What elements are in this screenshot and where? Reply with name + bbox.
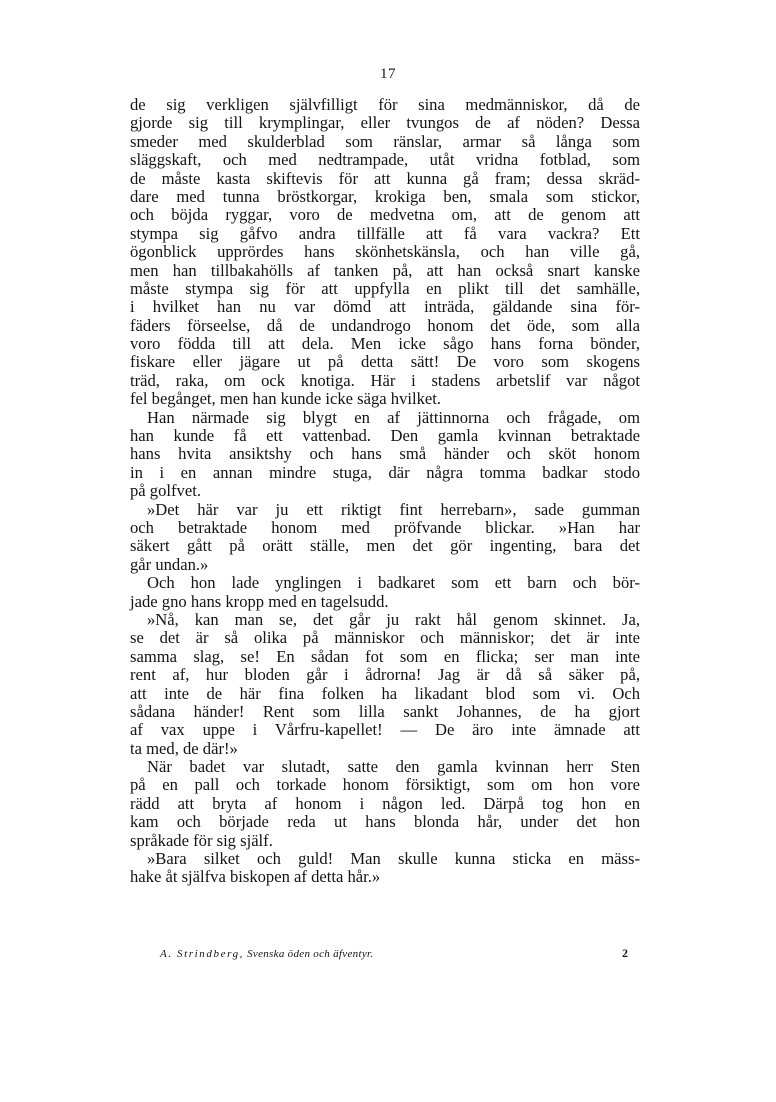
text-line: på golfvet.	[130, 481, 201, 501]
text-line: hake åt själfva biskopen af detta hår.»	[130, 867, 381, 887]
text-line: rädd att bryta af honom i någon led. Därpå tog hon en	[130, 793, 640, 813]
text-line: att inte de här fina folken ha likadant blod som vi. Och	[130, 683, 640, 703]
text-line: in i en annan mindre stuga, där några tomma badkar stodo	[130, 462, 640, 482]
text-line: språkade för sig själf.	[130, 830, 273, 850]
text-line: och böjda ryggar, voro de medvetna om, att de genom att	[130, 205, 640, 225]
footer-book-title: Svenska öden och äfventyr.	[247, 948, 374, 960]
text-line: »Det här var ju ett riktigt fint herrebarn», sade gumman	[147, 499, 640, 519]
text-line: men han tillbakahölls af tanken på, att han också snart kanske	[130, 260, 640, 280]
text-line: smeder med skulderblad som ränslar, armar så långa som	[130, 131, 640, 151]
text-line: »Nå, kan man se, det går ju rakt hål genom skinnet. Ja,	[147, 609, 640, 629]
text-line: släggskaft, och med nedtrampade, utåt vridna fotblad, som	[130, 150, 640, 170]
text-line: i hvilket han nu var dömd att inträda, gäldande sina för-	[130, 297, 640, 317]
text-line: säkert gått på orätt ställe, men det gör ingenting, bara det	[130, 536, 640, 556]
text-line: samma slag, se! En sådan fot som en flicka; ser man inte	[130, 646, 640, 666]
footer-author: A. Strindberg,	[160, 948, 245, 960]
text-line: fäders förseelse, då de undandrogo honom det öde, som alla	[130, 315, 640, 335]
text-line: går undan.»	[130, 554, 209, 574]
body-text	[130, 96, 640, 887]
text-line: fel begånget, men han kunde icke säga hvilket.	[130, 389, 442, 409]
page-number: 17	[380, 66, 396, 82]
text-line: han kunde få ett vattenbad. Den gamla kvinnan betraktade	[130, 426, 640, 446]
footer-signature	[160, 948, 373, 960]
text-line: När badet var slutadt, satte den gamla kvinnan herr Sten	[147, 757, 640, 777]
text-line: måste stympa sig för att uppfylla en plikt till det samhälle,	[130, 278, 640, 298]
text-line: af vax uppe i Vårfru-kapellet! — De äro inte ämnade att	[130, 720, 640, 740]
text-line: på en pall och torkade honom försiktigt, som om hon vore	[130, 775, 640, 795]
text-line: jade gno hans kropp med en tagelsudd.	[130, 591, 389, 611]
text-line: »Bara silket och guld! Man skulle kunna sticka en mäss-	[147, 849, 640, 869]
text-line: voro födda till att dela. Men icke sågo hans forna bönder,	[130, 334, 640, 354]
text-line: sådana händer! Rent som lilla sankt Johannes, de ha gjort	[130, 701, 640, 721]
text-line: se det är så olika på människor och människor; det är inte	[130, 628, 640, 648]
text-line: Och hon lade ynglingen i badkaret som ett barn och bör-	[147, 573, 640, 593]
signature-mark: 2	[622, 946, 628, 960]
text-line: de måste kasta skiftevis för att kunna gå fram; dessa skräd-	[130, 168, 640, 188]
text-line: och betraktade honom med pröfvande blickar. »Han har	[130, 517, 640, 537]
text-line: ta med, de där!»	[130, 738, 238, 758]
text-line: dare med tunna bröstkorgar, krokiga ben, smala som stickor,	[130, 186, 640, 206]
text-line: ögonblick upprördes hans skönhetskänsla, och han ville gå,	[130, 242, 640, 262]
text-line: stympa sig gåfvo andra tillfälle att få vara vackra? Ett	[130, 223, 640, 243]
text-line: Han närmade sig blygt en af jättinnorna och frågade, om	[147, 407, 640, 427]
text-line: gjorde sig till krymplingar, eller tvungos de af nöden? Dessa	[130, 113, 640, 133]
text-line: hans hvita ansiktshy och hans små händer och sköt honom	[130, 444, 640, 464]
text-line: fiskare eller jägare ut på detta sätt! De voro som skogens	[130, 352, 640, 372]
text-line: rent af, hur bloden går i ådrorna! Jag är då så säker på,	[130, 665, 640, 685]
text-line: träd, raka, om ock knotiga. Här i stadens arbetslif var något	[130, 370, 640, 390]
text-line: de sig verkligen självfilligt för sina medmänniskor, då de	[130, 95, 640, 114]
text-line: kam och började reda ut hans blonda hår, under det hon	[130, 812, 640, 832]
page-footer	[160, 946, 628, 962]
